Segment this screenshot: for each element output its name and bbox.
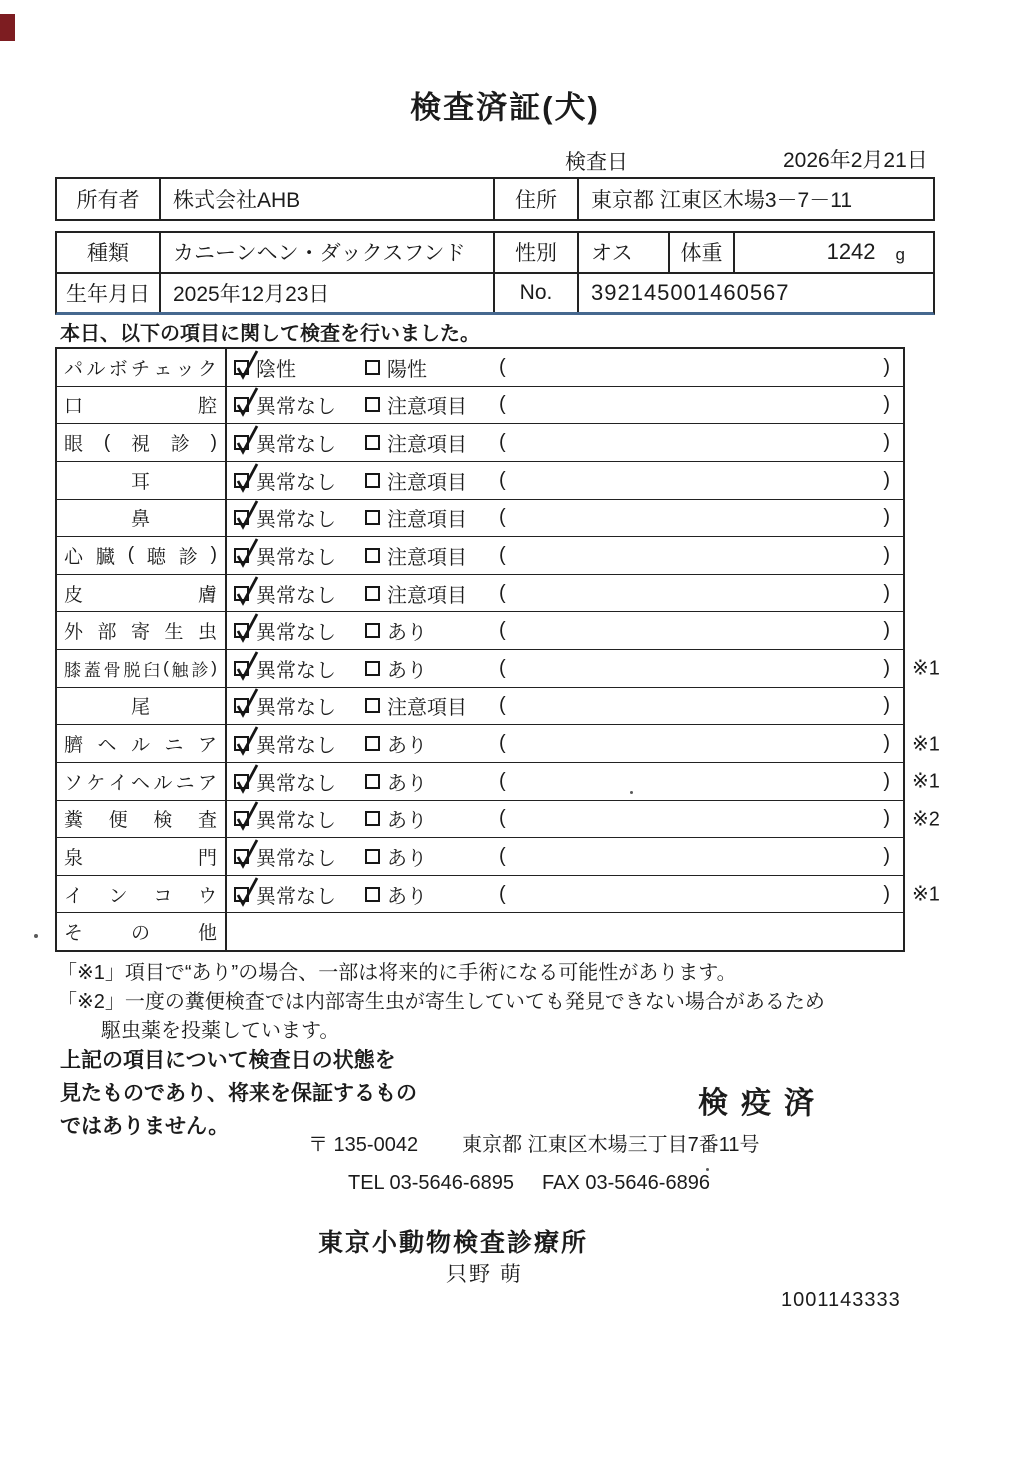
result-option-primary-label: 異常なし [256,772,336,795]
checklist-row-label-cell [57,349,227,386]
remarks-paren-open: ( [499,355,506,378]
remarks-paren-open: ( [499,431,506,454]
checklist-row-label-cell [57,763,227,800]
checklist-row-label: 尾 [130,697,150,719]
footnote-marker: ※1 [912,733,940,756]
checkbox-unchecked-icon [365,661,380,676]
breed-value-cell: カニーンヘン・ダックスフンド [161,233,495,272]
weight-label-cell: 体重 [670,233,735,272]
checkbox-unchecked-icon [365,623,380,638]
checkbox-unchecked-icon [365,360,380,375]
checklist-row-label-cell [57,876,227,913]
remarks-paren-close: ) [883,543,890,566]
result-option-primary-label: 異常なし [256,471,336,494]
result-option-primary-label: 異常なし [256,546,336,569]
result-option-primary [234,579,365,608]
handwritten-check-icon [232,385,262,419]
checklist-row-label: 糞 便 検 査 [64,810,217,832]
result-option-secondary [365,880,499,909]
result-option-secondary [365,503,499,532]
checkbox-unchecked-icon [365,887,380,902]
checklist-row [57,875,940,913]
result-option-primary [234,804,365,833]
checkbox-checked-icon [234,661,249,676]
result-option-primary-label: 異常なし [256,735,336,758]
remarks-paren-close: ) [883,844,890,867]
checkbox-unchecked-icon [365,548,380,563]
result-option-primary [234,842,365,871]
checklist-row-label: 臍 ヘ ル ニ ア [64,735,217,757]
footnote-2-continued: 駆虫薬を投薬しています。 [101,1020,340,1042]
result-option-secondary-label: あり [387,810,427,833]
result-option-primary [234,390,365,419]
result-option-primary-label: 異常なし [256,885,336,908]
owner-value-cell: 株式会社AHB [161,179,495,219]
result-option-secondary [365,616,499,645]
remarks-paren-close: ) [883,355,890,378]
clinic-address: 東京都 江東区木場三丁目7番11号 [462,1134,760,1156]
pet-info-table [55,231,935,315]
result-option-secondary [365,804,499,833]
result-option-secondary-label: あり [387,847,427,870]
result-option-secondary-label: 注意項目 [387,396,467,419]
clinic-contact-line [348,1172,710,1195]
result-option-primary-label: 異常なし [256,584,336,607]
checklist-row-content [227,913,903,950]
result-option-primary [234,729,365,758]
checklist-row [57,649,940,687]
checkbox-checked-icon [234,736,249,751]
remarks-paren-close: ) [883,581,890,604]
footnote-marker: ※2 [912,808,940,831]
remarks-paren-open: ( [499,882,506,905]
scan-corner-mark [0,14,15,41]
remarks-paren-close: ) [883,769,890,792]
checklist-row-label: 皮 膚 [64,584,217,606]
remarks-paren-open: ( [499,656,506,679]
result-option-primary-label: 異常なし [256,810,336,833]
result-option-primary [234,503,365,532]
result-option-primary-label: 異常なし [256,509,336,532]
checklist-row [57,800,940,838]
result-option-primary [234,691,365,720]
inspection-date-value: 2026年2月21日 [783,149,928,172]
checklist-row [57,423,903,461]
checklist-row [57,386,903,424]
handwritten-check-icon [232,686,262,720]
result-option-secondary [365,729,499,758]
checklist-row-content [227,349,903,386]
checklist-row-label-cell [57,537,227,574]
checklist-row [57,461,903,499]
result-option-secondary-label: あり [387,659,427,682]
remarks-paren-close: ) [883,882,890,905]
result-option-secondary-label: 注意項目 [387,584,467,607]
result-option-secondary [365,654,499,683]
checklist-row-label-cell [57,913,227,950]
checklist-row-label-cell [57,424,227,461]
checklist-row [57,837,903,875]
checklist-row [57,724,940,762]
clinic-address-line [308,1128,760,1157]
checkbox-checked-icon [234,397,249,412]
checklist-table [55,347,940,952]
result-option-secondary [365,353,499,382]
remarks-paren-close: ) [883,393,890,416]
footnote-2: 「※2」一度の糞便検査では内部寄生虫が寄生していても発見できない場合があるため [57,991,825,1013]
handwritten-check-icon [232,762,262,796]
checklist-row-content [227,612,903,649]
result-option-primary-label: 異常なし [256,396,336,419]
remarks-paren-open: ( [499,769,506,792]
intro-text: 本日、以下の項目に関して検査を行いました。 [60,323,480,345]
owner-table [55,177,935,221]
result-option-secondary-label: あり [387,772,427,795]
checklist-row-label-cell [57,725,227,762]
checklist-row-label-cell [57,688,227,725]
checklist-row-label: ソ ケ イ ヘ ル ニ ア [64,772,217,794]
checklist-row-content [227,500,903,537]
disclaimer-line-1: 上記の項目について検査日の状態を [60,1049,396,1072]
remarks-paren-close: ) [883,431,890,454]
checklist-row-content [227,462,903,499]
checklist-row [57,762,940,800]
handwritten-check-icon [232,837,262,871]
checklist-row-label-cell [57,462,227,499]
handwritten-check-icon [232,498,262,532]
dob-label-cell: 生年月日 [57,274,161,313]
result-option-primary [234,616,365,645]
remarks-paren-open: ( [499,393,506,416]
checkbox-checked-icon [234,510,249,525]
disclaimer-line-2: 見たものであり、将来を保証するもの [60,1082,417,1105]
breed-label-cell: 種類 [57,233,161,272]
result-option-secondary-label: 陽性 [387,358,427,381]
checkbox-checked-icon [234,360,249,375]
result-option-secondary-label: あり [387,622,427,645]
checkbox-unchecked-icon [365,586,380,601]
remarks-paren-open: ( [499,807,506,830]
footnote-marker: ※1 [912,770,940,793]
result-option-primary-label: 異常なし [256,697,336,720]
result-option-secondary [365,466,499,495]
checkbox-unchecked-icon [365,698,380,713]
checklist-row [57,536,903,574]
handwritten-check-icon [232,536,262,570]
result-option-secondary [365,767,499,796]
fax-number: FAX 03-5646-6896 [542,1172,710,1194]
weight-unit: g [895,245,905,265]
owner-label-cell: 所有者 [57,179,161,219]
checklist-row-label-cell [57,801,227,838]
quarantine-passed-stamp: 検疫済 [698,1087,827,1120]
checklist-row-label-cell [57,612,227,649]
handwritten-check-icon [232,423,262,457]
result-option-secondary [365,428,499,457]
remarks-paren-close: ) [883,619,890,642]
remarks-paren-open: ( [499,506,506,529]
remarks-paren-open: ( [499,468,506,491]
checklist-row [57,574,903,612]
inspection-date-label: 検査日 [565,151,628,174]
remarks-paren-open: ( [499,694,506,717]
checklist-row-label: 鼻 [130,509,150,531]
result-option-secondary-label: 注意項目 [387,471,467,494]
remarks-paren-close: ) [883,694,890,717]
result-option-secondary [365,579,499,608]
result-option-secondary-label: 注意項目 [387,697,467,720]
address-value-cell: 東京都 江東区木場3－7－11 [591,189,852,212]
checklist-row-label-cell [57,650,227,687]
microchip-no-value-cell: 392145001460567 [591,279,790,305]
checklist-row-content [227,650,903,687]
remarks-paren-open: ( [499,619,506,642]
document-code: 1001143333 [781,1289,901,1311]
checklist-row-label: 膝 蓋 骨 脱 臼 ( 触 診 ) [64,658,217,680]
result-option-primary-label: 異常なし [256,659,336,682]
checkbox-unchecked-icon [365,510,380,525]
checklist-row-label: イ ン コ ウ [64,885,217,907]
handwritten-check-icon [232,611,262,645]
dob-value-cell: 2025年12月23日 [161,274,495,313]
checklist-row-content [227,801,903,838]
checklist-row-label: 外 部 寄 生 虫 [64,622,217,644]
result-option-secondary-label: 注意項目 [387,509,467,532]
checklist-row [57,687,903,725]
result-option-secondary [365,842,499,871]
tel-number: TEL 03-5646-6895 [348,1172,515,1194]
checklist-row-content [227,688,903,725]
checklist-row-label: パ ル ボ チ ェ ッ ク [64,358,217,380]
result-option-secondary-label: 注意項目 [387,546,467,569]
checkbox-unchecked-icon [365,473,380,488]
checklist-row-label: そ の 他 [64,923,217,945]
result-option-primary-label: 異常なし [256,434,336,457]
result-option-primary-label: 異常なし [256,622,336,645]
result-option-primary [234,767,365,796]
checklist-row-content [227,387,903,424]
footnotes-block [57,959,825,1046]
checkbox-checked-icon [234,623,249,638]
page-title: 検査済証(犬) [410,90,600,125]
checkbox-checked-icon [234,849,249,864]
checkbox-unchecked-icon [365,736,380,751]
handwritten-check-icon [232,724,262,758]
checklist-row-label-cell [57,838,227,875]
result-option-secondary-label: 注意項目 [387,434,467,457]
footnote-marker: ※1 [912,657,940,680]
checklist-row-content [227,876,903,913]
checkbox-unchecked-icon [365,774,380,789]
checklist-row [57,499,903,537]
remarks-paren-open: ( [499,581,506,604]
checklist-row [57,349,903,386]
result-option-secondary-label: あり [387,885,427,908]
result-option-secondary-label: あり [387,735,427,758]
remarks-paren-close: ) [883,807,890,830]
checkbox-unchecked-icon [365,435,380,450]
result-option-primary [234,466,365,495]
checkbox-unchecked-icon [365,849,380,864]
scan-speck [630,791,633,794]
weight-value: 1242 [826,239,876,265]
remarks-paren-close: ) [883,656,890,679]
result-option-primary [234,428,365,457]
clinic-name: 東京小動物検査診療所 [318,1229,589,1257]
result-option-primary-label: 異常なし [256,847,336,870]
checkbox-checked-icon [234,435,249,450]
address-label-cell: 住所 [495,179,579,219]
checklist-row-label: 眼 ( 視 診 ) [64,431,217,456]
checkbox-checked-icon [234,811,249,826]
footnote-marker: ※1 [912,883,940,906]
checklist-row-content [227,575,903,612]
handwritten-check-icon [232,799,262,833]
checkbox-checked-icon [234,698,249,713]
checklist-row [57,611,903,649]
result-option-secondary [365,390,499,419]
remarks-paren-open: ( [499,543,506,566]
result-option-secondary [365,541,499,570]
sex-value-cell: オス [579,233,670,272]
remarks-paren-close: ) [883,506,890,529]
checklist-row-content [227,838,903,875]
result-option-primary [234,541,365,570]
remarks-paren-open: ( [499,732,506,755]
handwritten-check-icon [232,649,262,683]
remarks-paren-close: ) [883,468,890,491]
result-option-secondary [365,691,499,720]
result-option-primary-label: 陰性 [256,358,296,381]
footnote-1: 「※1」項目で“あり”の場合、一部は将来的に手術になる可能性があります。 [57,962,737,984]
postal-code: 〒 135-0042 [308,1134,419,1156]
handwritten-check-icon [232,574,262,608]
checkbox-checked-icon [234,586,249,601]
checklist-row-label: 心 臓 ( 聴 診 ) [64,544,217,568]
weight-value-cell [735,233,933,272]
examiner-name: 只野 萌 [446,1263,523,1286]
checklist-row-label: 口 腔 [64,396,217,418]
scan-speck [34,934,38,938]
handwritten-check-icon [232,875,262,909]
checkbox-checked-icon [234,774,249,789]
checklist-row [57,912,903,950]
microchip-no-label-cell: No. [495,274,579,313]
checkbox-checked-icon [234,473,249,488]
checkbox-checked-icon [234,548,249,563]
result-option-primary [234,654,365,683]
checklist-row-label-cell [57,387,227,424]
checklist-row-content [227,424,903,461]
remarks-paren-close: ) [883,732,890,755]
checkbox-unchecked-icon [365,397,380,412]
handwritten-check-icon [232,348,262,382]
scan-speck [706,1168,709,1171]
handwritten-check-icon [232,461,262,495]
checklist-row-label: 泉 門 [64,847,217,869]
disclaimer-line-3: ではありません。 [60,1115,230,1138]
checklist-row-content [227,725,903,762]
checklist-row-label: 耳 [130,471,150,493]
checklist-row-label-cell [57,575,227,612]
checklist-row-label-cell [57,500,227,537]
checklist-row-content [227,763,903,800]
checkbox-unchecked-icon [365,811,380,826]
checklist-row-content [227,537,903,574]
result-option-primary [234,880,365,909]
remarks-paren-open: ( [499,844,506,867]
sex-label-cell: 性別 [495,233,579,272]
result-option-primary [234,353,365,382]
checkbox-checked-icon [234,887,249,902]
